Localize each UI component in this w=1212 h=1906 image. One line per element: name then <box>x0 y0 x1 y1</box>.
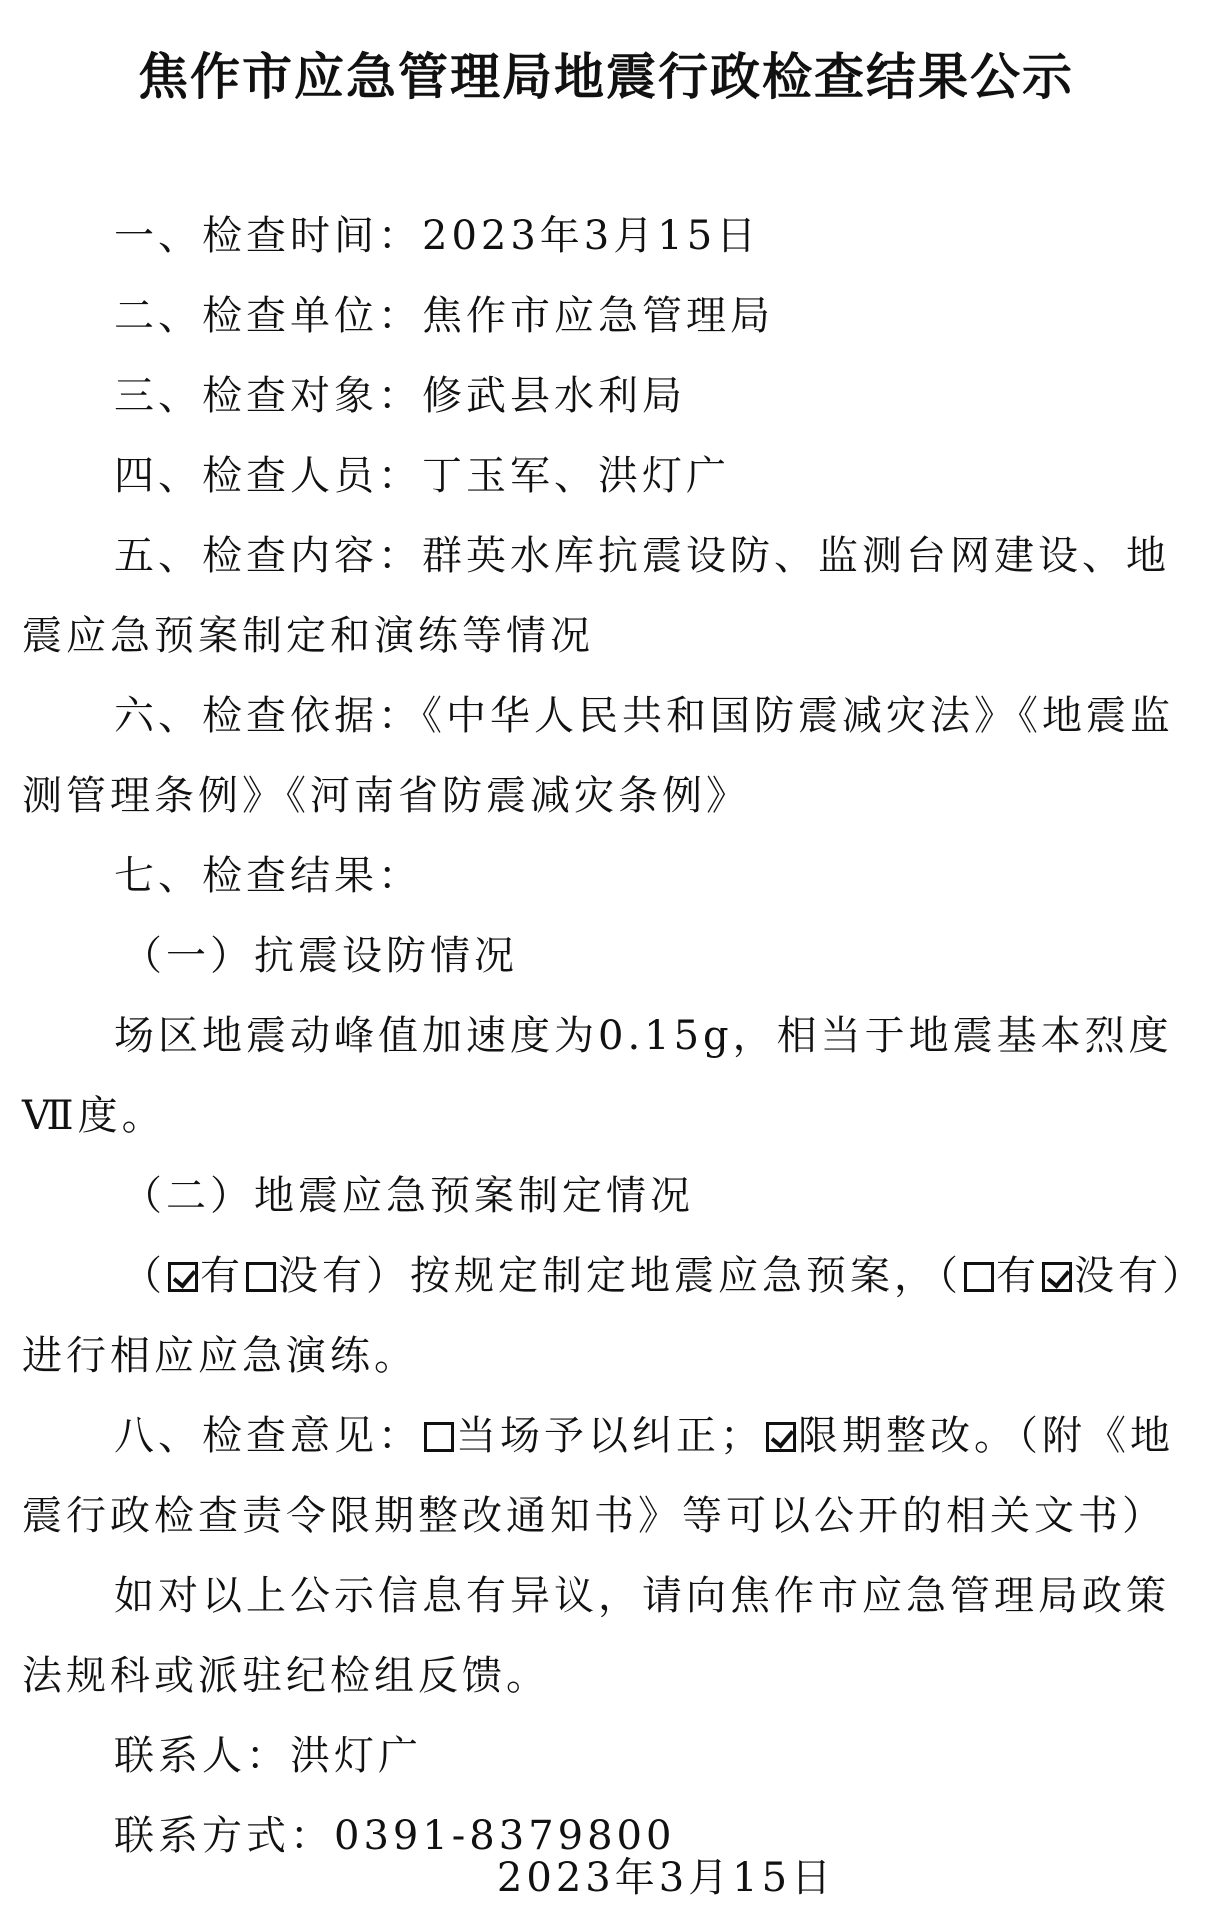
page-title: 焦作市应急管理局地震行政检查结果公示 <box>138 48 1074 106</box>
opinion-attachment: （附《地震行政检查责令限期整改通知书》等可以公开的相关文书） <box>22 1413 1174 1539</box>
inspection-content: 五、检查内容：群英水库抗震设防、监测台网建设、地震应急预案制定和演练等情况 <box>22 533 1170 659</box>
emergency-plan-heading: （二）地震应急预案制定情况 <box>122 1173 694 1219</box>
emergency-plan-body <box>22 1236 1192 1396</box>
empty-box-icon <box>424 1422 454 1452</box>
empty-box-icon <box>964 1262 994 1292</box>
inspection-unit: 二、检查单位：焦作市应急管理局 <box>114 293 774 339</box>
drill-option-have: 有 <box>996 1253 1040 1299</box>
inspection-target: 三、检查对象：修武县水利局 <box>114 373 686 419</box>
drill-option-none: 没有 <box>1074 1253 1162 1299</box>
inspection-results-heading: 七、检查结果： <box>114 853 422 899</box>
seismic-fortification-heading: （一）抗震设防情况 <box>122 933 518 979</box>
contact-person: 联系人：洪灯广 <box>114 1733 422 1779</box>
plan-mid-text: ）按规定制定地震应急预案，（ <box>366 1253 962 1299</box>
empty-box-icon <box>246 1262 276 1292</box>
inspection-time: 一、检查时间：2023年3月15日 <box>114 213 761 259</box>
opinion-option-rectify: 限期整改。 <box>798 1413 1018 1459</box>
plan-option-none: 没有 <box>278 1253 366 1299</box>
inspection-basis: 六、检查依据：《中华人民共和国防震减灾法》《地震监测管理条例》《河南省防震减灾条例》 <box>22 693 1174 819</box>
seismic-fortification-body: 场区地震动峰值加速度为0.15g，相当于地震基本烈度Ⅶ度。 <box>22 1013 1173 1139</box>
checked-box-icon <box>168 1262 198 1292</box>
plan-open-paren: （ <box>122 1253 166 1299</box>
opinion-option-correct: 当场予以纠正； <box>456 1413 764 1459</box>
opinion-lead: 八、检查意见： <box>114 1413 422 1459</box>
objection-notice: 如对以上公示信息有异议，请向焦作市应急管理局政策法规科或派驻纪检组反馈。 <box>22 1573 1170 1699</box>
plan-tail-text: ）进行相应应急演练。 <box>22 1253 1186 1379</box>
contact-phone: 联系方式：0391-8379800 <box>114 1813 676 1859</box>
checked-box-icon <box>766 1422 796 1452</box>
checked-box-icon <box>1042 1262 1072 1292</box>
footer-date: 2023年3月15日 <box>496 1855 836 1901</box>
inspection-staff: 四、检查人员：丁玉军、洪灯广 <box>114 453 730 499</box>
inspection-opinion <box>22 1396 1192 1556</box>
plan-option-have: 有 <box>200 1253 244 1299</box>
